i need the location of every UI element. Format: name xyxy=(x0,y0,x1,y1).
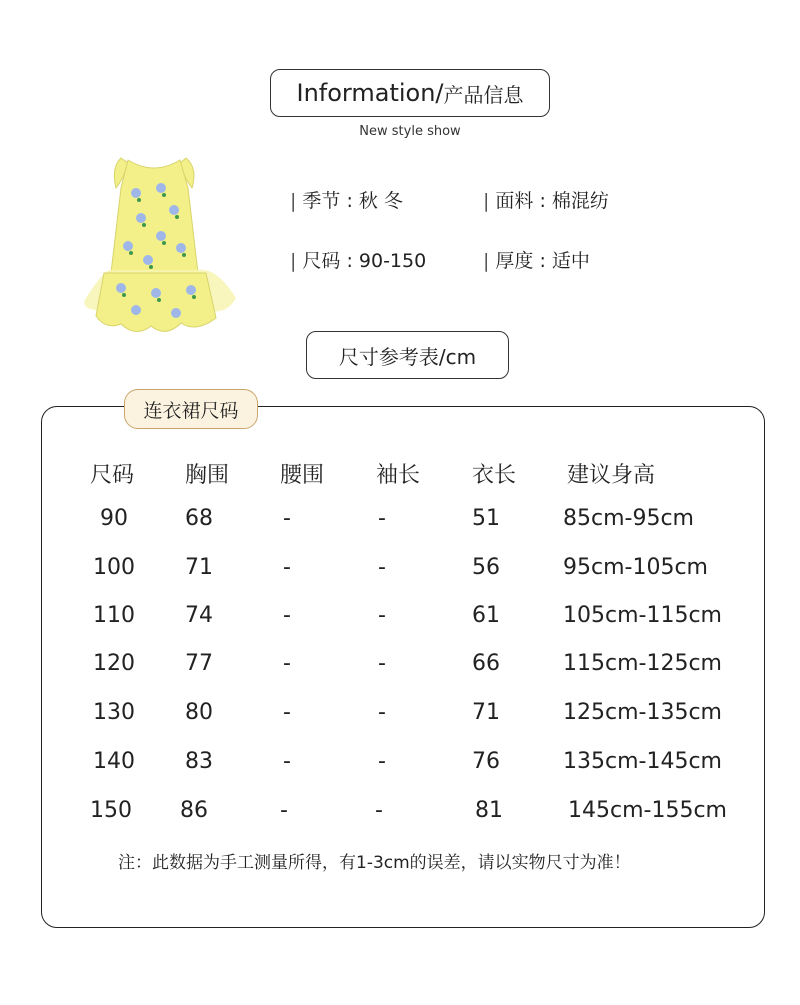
subtitle: New style show xyxy=(359,124,461,139)
table-cell: 150 xyxy=(90,798,132,823)
table-cell: 90 xyxy=(100,506,128,531)
table-cell: 86 xyxy=(180,798,208,823)
table-cell: 71 xyxy=(185,555,213,580)
table-cell: - xyxy=(378,603,386,628)
table-cell: 74 xyxy=(185,603,213,628)
table-cell: - xyxy=(283,603,291,628)
table-cell: 140 xyxy=(93,749,135,774)
table-cell: - xyxy=(378,506,386,531)
header-sleeve: 袖长 xyxy=(376,463,421,488)
header-waist: 腰围 xyxy=(280,463,325,488)
table-cell: 71 xyxy=(472,700,500,725)
table-cell: 125cm-135cm xyxy=(563,700,722,725)
table-cell: - xyxy=(378,749,386,774)
size-chart-title: 尺寸参考表/cm xyxy=(306,331,509,379)
table-cell: - xyxy=(375,798,383,823)
table-cell: 51 xyxy=(472,506,500,531)
table-cell: - xyxy=(283,555,291,580)
table-cell: 83 xyxy=(185,749,213,774)
table-cell: 61 xyxy=(472,603,500,628)
table-cell: 76 xyxy=(472,749,500,774)
header-height: 建议身高 xyxy=(567,463,656,488)
table-cell: 95cm-105cm xyxy=(563,555,708,580)
measurement-note: 注：此数据为手工测量所得，有1-3cm的误差，请以实物尺寸为准！ xyxy=(118,853,631,873)
table-cell: 100 xyxy=(93,555,135,580)
table-cell: 56 xyxy=(472,555,500,580)
title-cn: 产品信息 xyxy=(443,82,524,107)
table-cell: 68 xyxy=(185,506,213,531)
table-cell: 81 xyxy=(475,798,503,823)
attr-size: | 尺码 : 90-150 xyxy=(290,250,427,272)
table-cell: - xyxy=(283,651,291,676)
table-cell: - xyxy=(280,798,288,823)
table-cell: 105cm-115cm xyxy=(563,603,722,628)
title-en: Information/ xyxy=(296,79,444,107)
table-cell: 145cm-155cm xyxy=(568,798,727,823)
table-cell: 135cm-145cm xyxy=(563,749,722,774)
header-size: 尺码 xyxy=(90,463,135,488)
table-cell: - xyxy=(283,700,291,725)
table-cell: 120 xyxy=(93,651,135,676)
table-cell: - xyxy=(283,749,291,774)
table-cell: 130 xyxy=(93,700,135,725)
table-cell: 66 xyxy=(472,651,500,676)
table-cell: - xyxy=(283,506,291,531)
table-cell: - xyxy=(378,651,386,676)
table-cell: - xyxy=(378,700,386,725)
info-title-pill xyxy=(270,69,550,117)
table-cell: 85cm-95cm xyxy=(563,506,694,531)
table-cell: - xyxy=(378,555,386,580)
table-cell: 110 xyxy=(93,603,135,628)
table-cell: 80 xyxy=(185,700,213,725)
size-table-tag: 连衣裙尺码 xyxy=(124,389,258,429)
table-cell: 115cm-125cm xyxy=(563,651,722,676)
attr-fabric: | 面料 : 棉混纺 xyxy=(483,190,609,212)
attr-thickness: | 厚度 : 适中 xyxy=(483,250,590,272)
header-length: 衣长 xyxy=(472,463,517,488)
attr-season: | 季节 : 秋 冬 xyxy=(290,190,403,212)
table-cell: 77 xyxy=(185,651,213,676)
header-chest: 胸围 xyxy=(185,463,230,488)
product-dress-image xyxy=(66,148,246,348)
